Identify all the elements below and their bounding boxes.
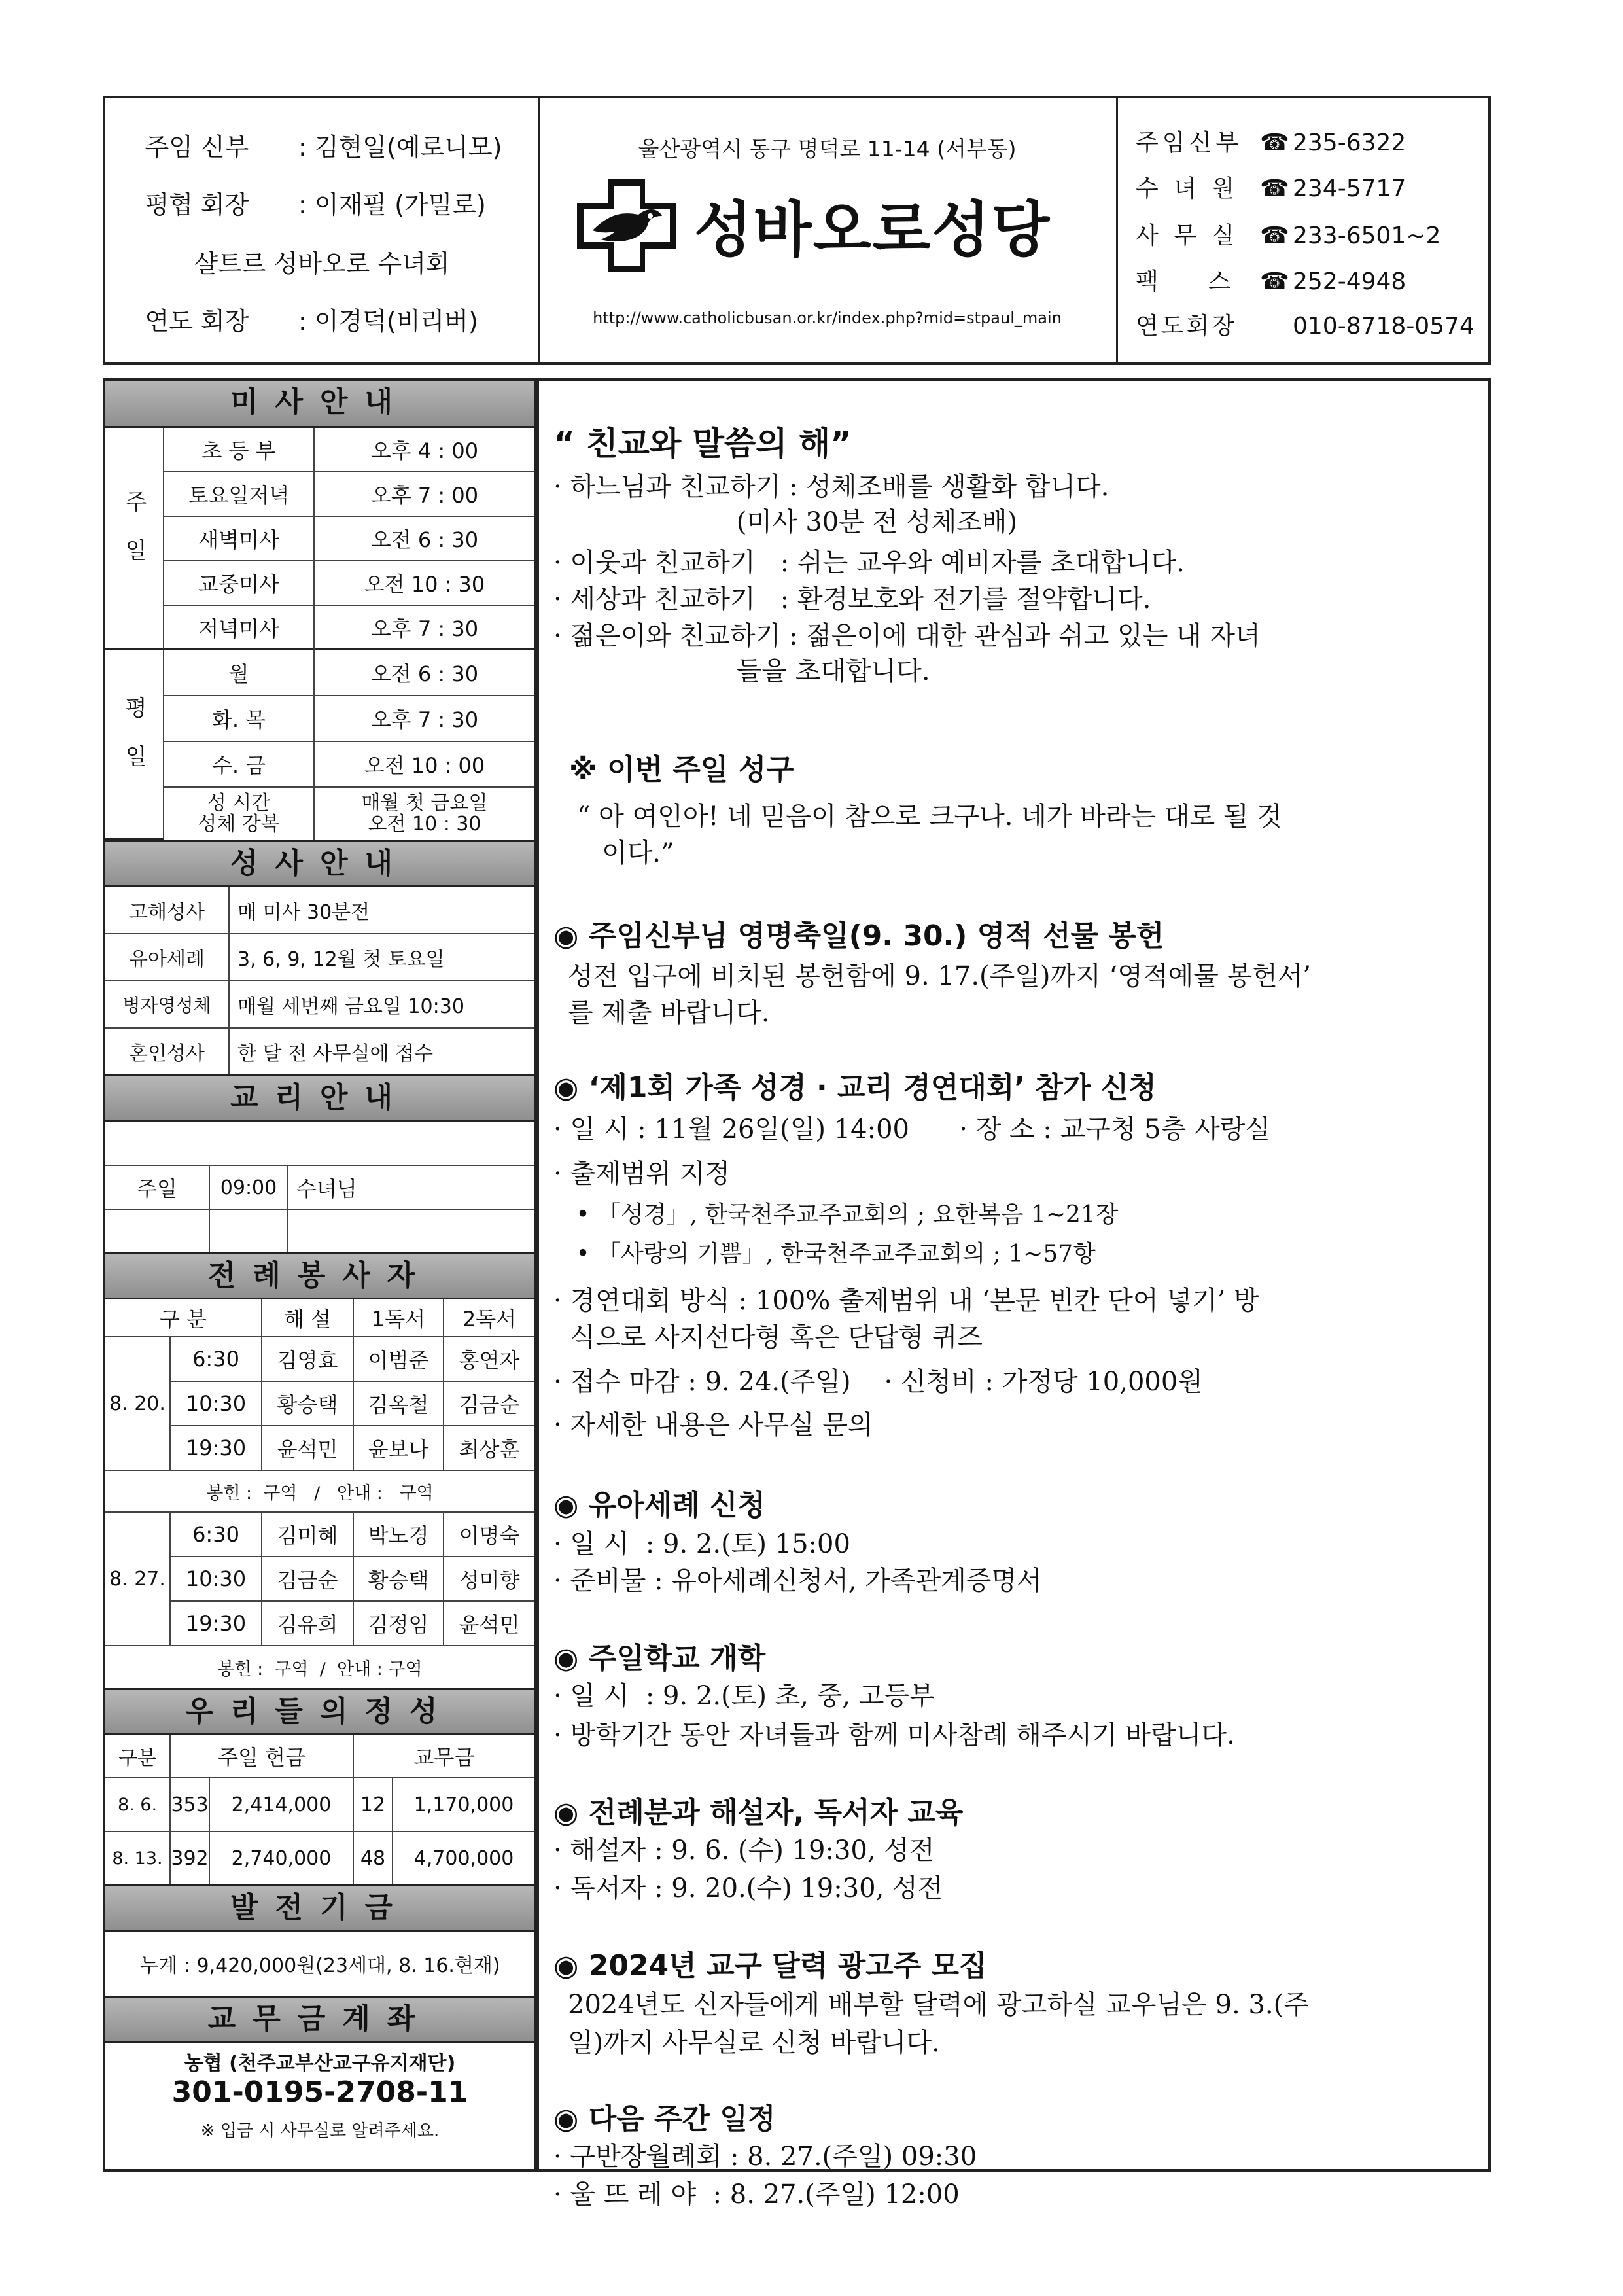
notice-line: · 일 시 : 11월 26일(일) 14:00 · 장 소 : 교구청 5층 사랑실 bbox=[553, 1114, 1270, 1144]
theme-line: · 이웃과 친교하기 : 쉬는 교우와 예비자를 초대합니다. bbox=[553, 548, 1185, 578]
adoration-time-line1: 매월 첫 금요일 bbox=[361, 792, 488, 815]
notice-line: · 접수 마감 : 9. 24.(주일) · 신청비 : 가정당 10,000원 bbox=[553, 1367, 1203, 1397]
doctrine-day: 주일 bbox=[105, 1166, 210, 1210]
contact-row bbox=[1136, 124, 1406, 158]
sacrament-value: 매 미사 30분전 bbox=[230, 887, 534, 934]
adoration-time bbox=[315, 788, 534, 840]
doctrine-section-title: 교리안내 bbox=[105, 1074, 534, 1122]
contact-label: 주임신부 bbox=[1136, 130, 1243, 156]
sunday-offering-count: 353 bbox=[171, 1778, 210, 1832]
mass-name: 월 bbox=[164, 650, 315, 696]
sisters-congregation: 샬트르 성바오로 수녀회 bbox=[194, 249, 450, 278]
mass-name: 교중미사 bbox=[164, 561, 315, 606]
weekday-label: 평일 bbox=[105, 650, 164, 840]
liturgy-commentator: 김금순 bbox=[262, 1557, 354, 1602]
notices-column bbox=[537, 378, 1491, 2210]
liturgy-time: 10:30 bbox=[171, 1382, 262, 1426]
liturgy-header: 1독서 bbox=[354, 1299, 444, 1337]
liturgy-reader1: 김옥철 bbox=[354, 1382, 444, 1426]
theme-line: · 세상과 친교하기 : 환경보호와 전기를 절약합니다. bbox=[553, 584, 1151, 614]
fund-total: 누계 : 9,420,000원(23세대, 8. 16.현재) bbox=[139, 1954, 500, 1977]
contact-label: 사 무 실 bbox=[1136, 222, 1239, 249]
notice-line: • 「사랑의 기쁨」, 한국천주교주교회의 ; 1~57항 bbox=[553, 1241, 1096, 1267]
notice-title: ◉ ‘제1회 가족 성경 · 교리 경연대회’ 참가 신청 bbox=[553, 1071, 1157, 1104]
notice-line: 2024년도 신자들에게 배부할 달력에 광고하실 교우님은 9. 3.(주 bbox=[568, 1990, 1309, 2020]
theme-line: (미사 30분 전 성체조배) bbox=[553, 507, 1018, 537]
adoration-time-line2: 오전 10 : 30 bbox=[368, 813, 481, 836]
liturgy-commentator: 김유희 bbox=[262, 1602, 354, 1646]
liturgy-header: 구 분 bbox=[105, 1299, 262, 1337]
mass-name: 수. 금 bbox=[164, 742, 315, 788]
fund-section-title: 발전기금 bbox=[105, 1884, 534, 1932]
liturgy-reader2: 김금순 bbox=[444, 1382, 534, 1426]
notice-title: ◉ 주일학교 개학 bbox=[553, 1642, 766, 1675]
liturgy-reader1: 황승택 bbox=[354, 1557, 444, 1602]
phone-icon: ☎ bbox=[1260, 130, 1289, 156]
liturgy-reader2: 이명숙 bbox=[444, 1513, 534, 1557]
offerings-header: 교무금 bbox=[354, 1735, 534, 1778]
notice-title: ◉ 유아세례 신청 bbox=[553, 1489, 766, 1522]
liturgy-commentator: 황승택 bbox=[262, 1382, 354, 1426]
liturgy-section-title: 전례봉사자 bbox=[105, 1252, 534, 1299]
verse-line: 이다.” bbox=[577, 838, 674, 868]
notice-title: ◉ 2024년 교구 달력 광고주 모집 bbox=[553, 1949, 987, 1983]
liturgy-time: 19:30 bbox=[171, 1602, 262, 1646]
sacrament-name: 유아세례 bbox=[105, 934, 230, 981]
contact-number: 252-4948 bbox=[1293, 268, 1406, 295]
liturgy-header: 해 설 bbox=[262, 1299, 354, 1337]
theme-line: 들을 초대합니다. bbox=[553, 656, 930, 686]
offerings-date: 8. 13. bbox=[105, 1832, 171, 1884]
liturgy-time: 6:30 bbox=[171, 1337, 262, 1382]
theme-line: · 하느님과 친교하기 : 성체조배를 생활화 합니다. bbox=[553, 472, 1109, 502]
pastor-value: : 김현일(예로니모) bbox=[298, 133, 502, 162]
mass-time: 오후 7 : 30 bbox=[315, 606, 534, 650]
header-church bbox=[538, 98, 1118, 362]
notice-line: · 구반장월례회 : 8. 27.(주일) 09:30 bbox=[553, 2142, 977, 2172]
sacrament-value: 한 달 전 사무실에 접수 bbox=[237, 1042, 433, 1065]
notice-line: 일)까지 사무실로 신청 바랍니다. bbox=[568, 2028, 940, 2058]
council-value: : 이재필 (가밀로) bbox=[298, 190, 486, 219]
liturgy-reader2: 윤석민 bbox=[444, 1602, 534, 1646]
notice-title: ◉ 다음 주간 일정 bbox=[553, 2102, 776, 2136]
notice-line: 식으로 사지선다형 혹은 단답형 퀴즈 bbox=[553, 1322, 983, 1352]
notice-line: · 일 시 : 9. 2.(토) 15:00 bbox=[553, 1529, 850, 1559]
adoration-name bbox=[164, 788, 315, 840]
adoration-name-line1: 성 시간 bbox=[207, 792, 271, 815]
liturgy-reader1: 이범준 bbox=[354, 1337, 444, 1382]
doctrine-empty-cell bbox=[210, 1210, 288, 1252]
notice-line: 를 제출 바랍니다. bbox=[568, 998, 770, 1028]
phone-icon: ☎ bbox=[1260, 268, 1289, 295]
dues-amount: 4,700,000 bbox=[413, 1846, 514, 1870]
mass-name: 토요일저녁 bbox=[164, 472, 315, 517]
left-info-column bbox=[103, 378, 537, 2172]
offerings-header: 주일 헌금 bbox=[171, 1735, 354, 1778]
mass-name: 화. 목 bbox=[164, 696, 315, 742]
notice-line: • 「성경」, 한국천주교주교회의 ; 요한복음 1~21장 bbox=[553, 1201, 1119, 1228]
notice-line: · 해설자 : 9. 6. (수) 19:30, 성전 bbox=[553, 1835, 935, 1865]
doctrine-teacher: 수녀님 bbox=[288, 1166, 534, 1210]
notice-line: · 독서자 : 9. 20.(수) 19:30, 성전 bbox=[553, 1873, 943, 1903]
notice-line: 성전 입구에 비치된 봉헌함에 9. 17.(주일)까지 ‘영적예물 봉헌서’ bbox=[568, 961, 1312, 991]
mass-time: 오후 7 : 00 bbox=[315, 472, 534, 517]
mass-name: 새벽미사 bbox=[164, 517, 315, 561]
mass-time: 오후 7 : 30 bbox=[315, 696, 534, 742]
liturgy-time: 19:30 bbox=[171, 1426, 262, 1471]
mass-time: 오전 6 : 30 bbox=[315, 650, 534, 696]
verse-line: “ 아 여인아! 네 믿음이 참으로 크구나. 네가 바라는 대로 될 것 bbox=[577, 802, 1282, 832]
sunday-offering-amount: 2,414,000 bbox=[210, 1778, 354, 1832]
sacrament-name: 병자영성체 bbox=[105, 981, 230, 1029]
account-note: ※ 입금 시 사무실로 알려주세요. bbox=[200, 2121, 440, 2141]
theme-title: “ 친교와 말씀의 해” bbox=[553, 425, 852, 463]
liturgy-reader1: 박노경 bbox=[354, 1513, 444, 1557]
contact-row bbox=[1136, 308, 1475, 341]
notice-line: · 일 시 : 9. 2.(토) 초, 중, 고등부 bbox=[553, 1681, 935, 1711]
mass-time: 오후 4 : 00 bbox=[315, 428, 534, 472]
contact-label: 수 녀 원 bbox=[1136, 175, 1239, 202]
doctrine-empty-cell bbox=[105, 1210, 210, 1252]
sunday-label: 주일 bbox=[105, 428, 164, 650]
liturgy-date: 8. 20. bbox=[105, 1337, 171, 1471]
liturgy-date: 8. 27. bbox=[105, 1513, 171, 1646]
sacrament-name: 고해성사 bbox=[105, 887, 230, 934]
liturgy-reader1: 김정임 bbox=[354, 1602, 444, 1646]
header-contacts bbox=[1116, 98, 1493, 362]
notice-title: ◉ 전례분과 해설자, 독서자 교육 bbox=[553, 1796, 964, 1829]
contact-row bbox=[1136, 217, 1440, 251]
account-section-title: 교무금계좌 bbox=[105, 1996, 534, 2043]
notice-line: · 출제범위 지정 bbox=[553, 1159, 730, 1189]
account-bank: 농협 (천주교부산교구유지재단) bbox=[184, 2052, 456, 2075]
contact-number: 234-5717 bbox=[1293, 175, 1406, 202]
notice-line: · 경연대회 방식 : 100% 출제범위 내 ‘본문 빈칸 단어 넣기’ 방 bbox=[553, 1286, 1259, 1316]
offerings-section-title: 우리들의정성 bbox=[105, 1688, 534, 1735]
liturgy-commentator: 김영효 bbox=[262, 1337, 354, 1382]
liturgy-reader2: 최상훈 bbox=[444, 1426, 534, 1471]
notice-line: · 자세한 내용은 사무실 문의 bbox=[553, 1410, 873, 1440]
liturgy-note: 봉헌 : 구역 / 안내 : 구역 bbox=[217, 1659, 423, 1680]
church-url[interactable]: http://www.catholicbusan.or.kr/index.php?mid=stpaul_main bbox=[593, 309, 1062, 327]
sacrament-value: 매월 세번째 금요일 10:30 bbox=[230, 981, 534, 1029]
doctrine-empty-row bbox=[105, 1122, 534, 1166]
contact-label: 팩 스 bbox=[1136, 268, 1235, 295]
sacrament-value: 3, 6, 9, 12월 첫 토요일 bbox=[230, 934, 534, 981]
notice-line: · 방학기간 동안 자녀들과 함께 미사참례 해주시기 바랍니다. bbox=[553, 1720, 1235, 1750]
dues-count: 12 bbox=[354, 1778, 393, 1832]
liturgy-commentator: 윤석민 bbox=[262, 1426, 354, 1471]
contact-number: 010-8718-0574 bbox=[1293, 313, 1475, 340]
phone-icon: ☎ bbox=[1260, 175, 1289, 202]
verse-title: ※ 이번 주일 성구 bbox=[569, 753, 794, 786]
mass-time: 오전 10 : 00 bbox=[315, 742, 534, 788]
liturgy-time: 6:30 bbox=[171, 1513, 262, 1557]
contact-number: 235-6322 bbox=[1293, 130, 1406, 156]
council-label: 평협 회장 bbox=[145, 190, 249, 219]
mass-section-title: 미사안내 bbox=[105, 381, 534, 428]
mass-name: 초 등 부 bbox=[164, 428, 315, 472]
contact-label: 연도회장 bbox=[1136, 313, 1238, 340]
header-staff bbox=[105, 98, 540, 362]
dove-cross-icon bbox=[574, 177, 679, 275]
contact-row bbox=[1136, 170, 1406, 203]
church-address: 울산광역시 동구 명덕로 11-14 (서부동) bbox=[638, 136, 1017, 162]
sunday-offering-count: 392 bbox=[171, 1832, 210, 1884]
liturgy-reader2: 성미향 bbox=[444, 1557, 534, 1602]
dues-amount: 1,170,000 bbox=[393, 1778, 534, 1832]
church-logo bbox=[574, 177, 679, 275]
liturgy-note: 봉헌 : 구역 / 안내 : 구역 bbox=[105, 1471, 534, 1513]
mass-time: 오전 6 : 30 bbox=[315, 517, 534, 561]
doctrine-time: 09:00 bbox=[210, 1166, 288, 1210]
liturgy-reader2: 홍연자 bbox=[444, 1337, 534, 1382]
notice-line: · 준비물 : 유아세례신청서, 가족관계증명서 bbox=[553, 1566, 1042, 1596]
pastor-label: 주임 신부 bbox=[145, 133, 249, 162]
notice-title: ◉ 주임신부님 영명축일(9. 30.) 영적 선물 봉헌 bbox=[553, 919, 1164, 953]
bulletin-header bbox=[103, 96, 1491, 365]
yeondo-label: 연도 회장 bbox=[145, 307, 249, 336]
theme-line: · 젊은이와 친교하기 : 젊은이에 대한 관심과 쉬고 있는 내 자녀 bbox=[553, 621, 1261, 651]
mass-name: 저녁미사 bbox=[164, 606, 315, 650]
liturgy-time: 10:30 bbox=[171, 1557, 262, 1602]
church-name: 성바오로성당 bbox=[694, 195, 1051, 265]
sacrament-section-title: 성사안내 bbox=[105, 840, 534, 887]
offerings-date: 8. 6. bbox=[105, 1778, 171, 1832]
liturgy-header: 2독서 bbox=[444, 1299, 534, 1337]
dues-count: 48 bbox=[354, 1832, 393, 1884]
offerings-header: 구분 bbox=[105, 1735, 171, 1778]
contact-row bbox=[1136, 263, 1406, 296]
adoration-name-line2: 성체 강복 bbox=[198, 813, 280, 836]
notice-line: · 울 뜨 레 야 : 8. 27.(주일) 12:00 bbox=[553, 2180, 960, 2210]
mass-time: 오전 10 : 30 bbox=[315, 561, 534, 606]
phone-icon: ☎ bbox=[1260, 222, 1289, 249]
sunday-offering-amount: 2,740,000 bbox=[210, 1832, 354, 1884]
sacrament-name: 혼인성사 bbox=[105, 1029, 230, 1074]
yeondo-value: : 이경덕(비리버) bbox=[298, 307, 478, 336]
account-number: 301-0195-2708-11 bbox=[171, 2075, 468, 2109]
contact-number: 233-6501~2 bbox=[1293, 222, 1441, 249]
liturgy-commentator: 김미혜 bbox=[262, 1513, 354, 1557]
liturgy-reader1: 윤보나 bbox=[354, 1426, 444, 1471]
